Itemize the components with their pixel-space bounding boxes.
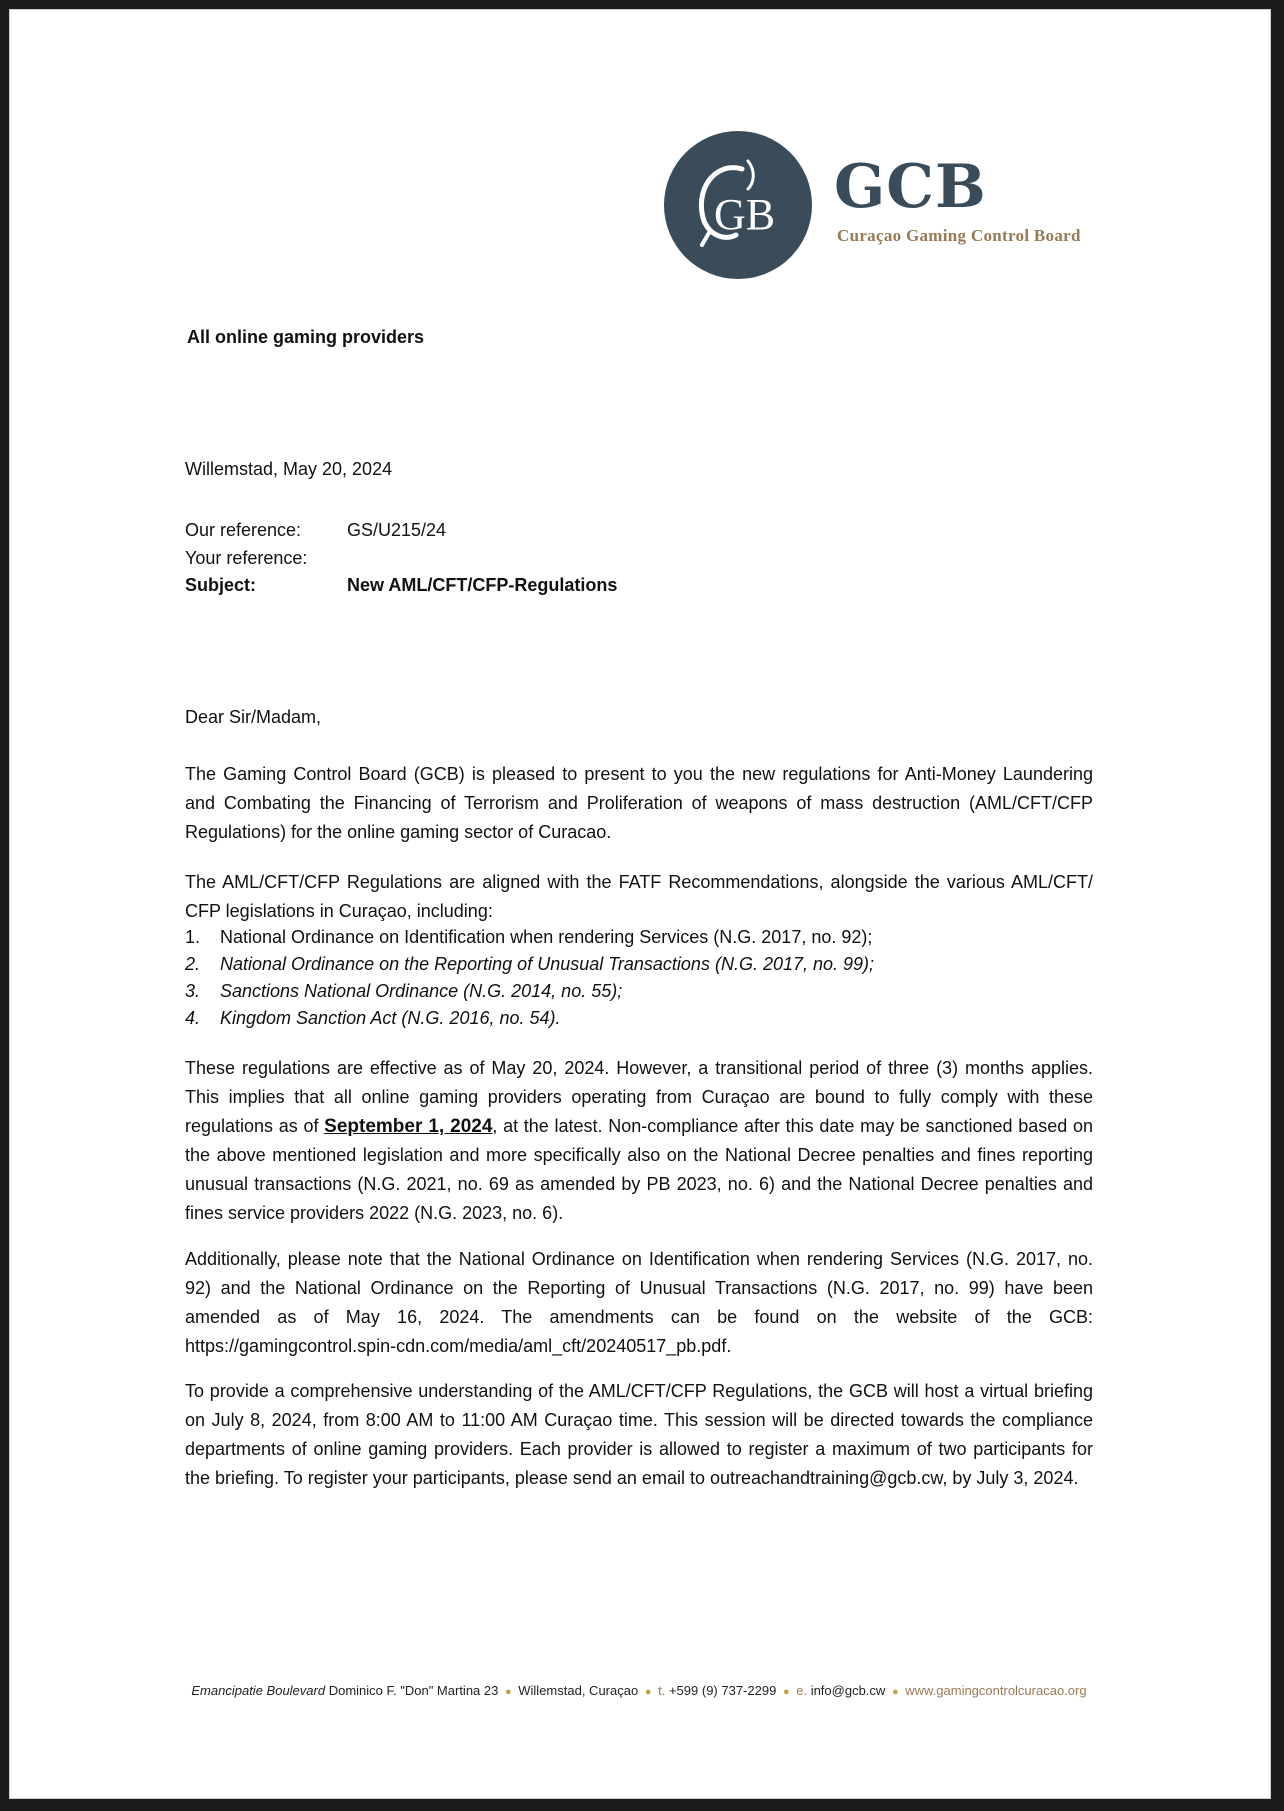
footer-street-italic: Emancipatie Boulevard bbox=[191, 1683, 326, 1698]
subject-label: Subject: bbox=[185, 575, 257, 595]
paragraph-alignment: The AML/CFT/CFP Regulations are aligned with the FATF Recommendations, alongside the various AML/CFT/ CFP legislations in Curaçao, including: bbox=[185, 872, 1093, 921]
list-text: National Ordinance on the Reporting of Unusual Transactions (N.G. 2017, no. 99); bbox=[220, 954, 875, 974]
list-text: National Ordinance on Identification when rendering Services (N.G. 2017, no. 92); bbox=[220, 927, 873, 947]
paragraph-intro: The Gaming Control Board (GCB) is pleased to present to you the new regulations for Anti-Money Laundering and Combating the Financing of Terrorism and Proliferation of weapons of mass destruction (AML/CFT/CFP Regulations) for the online gaming sector of Curacao. bbox=[185, 764, 1093, 842]
compliance-deadline: September 1, 2024 bbox=[324, 1116, 493, 1137]
list-item bbox=[185, 977, 622, 1006]
separator-dot-icon: ● bbox=[891, 1686, 899, 1698]
paragraph-amendments: Additionally, please note that the National Ordinance on Identification when rendering Services (N.G. 2017, no. 92) and the National Ordinance on the Reporting of Unusual Transactions (N.G. 2017, no. 99) have been amended as of May 16, 2024. The amendments can be found on the website of the GCB: https://gamingcontrol.spin-cdn.com/media/aml_cft/20240517_pb.pdf. bbox=[185, 1249, 1093, 1356]
place-date: Willemstad, May 20, 2024 bbox=[185, 459, 393, 479]
our-reference-label: Our reference: bbox=[185, 520, 302, 540]
separator-dot-icon: ● bbox=[782, 1686, 790, 1698]
logo-title: GCB bbox=[834, 152, 987, 222]
footer-email-prefix: e. bbox=[796, 1683, 808, 1698]
list-item bbox=[185, 923, 872, 952]
footer-city: Willemstad, Curaçao bbox=[518, 1683, 639, 1698]
subject-value: New AML/CFT/CFP-Regulations bbox=[347, 575, 618, 595]
list-number: 3. bbox=[185, 981, 201, 1001]
paragraph-briefing: To provide a comprehensive understanding of the AML/CFT/CFP Regulations, the GCB will host a virtual briefing on July 8, 2024, from 8:00 AM to 11:00 AM Curaçao time. This session will be directed towards the compliance departments of online gaming providers. Each provider is allowed to register a maximum of two participants for the briefing. To register your participants, please send an email to outreachandtraining@gcb.cw, by July 3, 2024. bbox=[185, 1381, 1093, 1488]
list-number: 2. bbox=[185, 954, 201, 974]
footer-street: Dominico F. "Don" Martina 23 bbox=[328, 1683, 499, 1698]
list-item bbox=[185, 1004, 561, 1033]
list-item bbox=[185, 950, 874, 979]
footer-phone-prefix: t. bbox=[658, 1683, 666, 1698]
list-number: 4. bbox=[185, 1008, 201, 1028]
effective-text-after: , at the latest. Non-compliance after this date may be sanctioned based on the above mentioned legislation and more specifically also on the National Decree penalties and fines reporting unusual transactions (N.G. 2021, no. 69 as amended by PB 2023, no. 6) and the National Decree penalties and fines service providers 2022 (N.G. 2023, no. 6). bbox=[185, 1116, 1093, 1223]
effective-text-before: These regulations are effective as of May 20, 2024. However, a transitional period of three (3) months applies. This implies that all online gaming providers operating from Curaçao are bound to fully comply with these regulations as of bbox=[185, 1058, 1093, 1136]
separator-dot-icon: ● bbox=[504, 1686, 512, 1698]
your-reference-label: Your reference: bbox=[185, 548, 308, 568]
letter-page bbox=[9, 9, 1271, 1799]
list-text: Sanctions National Ordinance (N.G. 2014, no. 55); bbox=[220, 981, 623, 1001]
list-text: Kingdom Sanction Act (N.G. 2016, no. 54). bbox=[220, 1008, 561, 1028]
monogram-text: GB bbox=[714, 190, 776, 239]
list-number: 1. bbox=[185, 927, 201, 947]
logo-subtitle: Curaçao Gaming Control Board bbox=[837, 226, 1081, 245]
our-reference-value: GS/U215/24 bbox=[347, 520, 447, 540]
footer-email: info@gcb.cw bbox=[810, 1683, 886, 1698]
letter-footer bbox=[129, 1683, 1149, 1698]
gcb-monogram-icon bbox=[664, 131, 812, 279]
paragraph-effective-date bbox=[185, 1054, 1093, 1228]
footer-website: www.gamingcontrolcuracao.org bbox=[905, 1683, 1087, 1698]
salutation: Dear Sir/Madam, bbox=[185, 707, 322, 727]
separator-dot-icon: ● bbox=[644, 1686, 652, 1698]
recipient: All online gaming providers bbox=[187, 327, 425, 347]
gcb-logo-emblem bbox=[664, 131, 812, 279]
footer-phone: +599 (9) 737-2299 bbox=[668, 1683, 777, 1698]
